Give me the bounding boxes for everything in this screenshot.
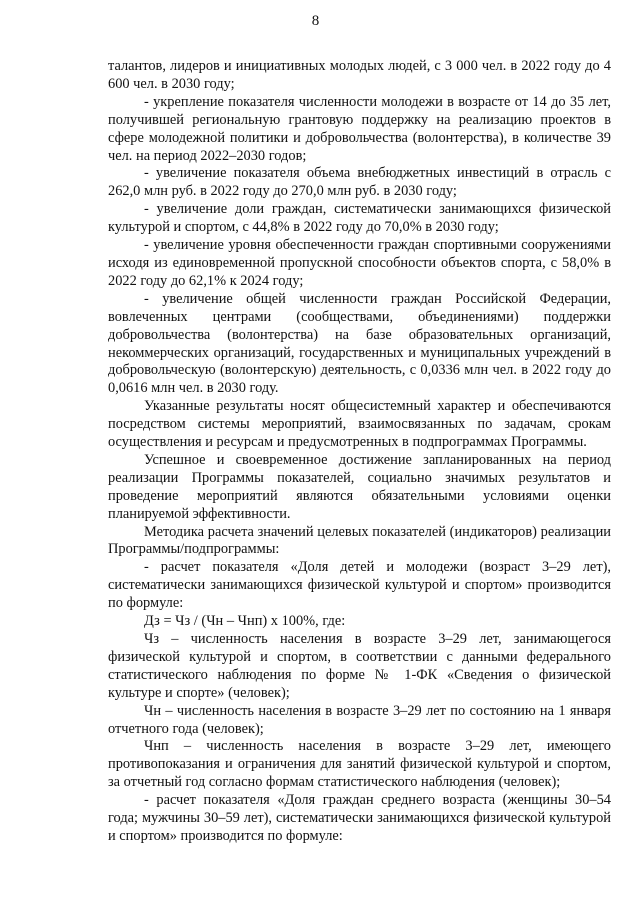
paragraph-grant-support: - укрепление показателя численности молодежи в возрасте от 14 до 35 лет, получившей региональную грантовую поддержку на реализацию проектов в сфере молодежной политики и добровольчества (волонтерства), в количестве 39 чел. на период 2022–2030 годов; [108,93,611,164]
paragraph-results-system: Указанные результаты носят общесистемный характер и обеспечиваются посредством системы мероприятий, взаимосвязанных по задачам, срокам осуществления и ресурсам и предусмотренных в подпрограммах Программы. [108,398,611,451]
paragraph-sport-share: - увеличение доли граждан, систематически занимающихся физической культурой и спортом, с 44,8% в 2022 году до 70,0% в 2030 году; [108,201,611,236]
definition-chnp: Чнп – численность населения в возрасте 3–29 лет, имеющего противопоказания и ограничения для занятий физической культурой и спортом, за отчетный год согласно формам статистического наблюдения (человек); [108,738,611,791]
paragraph-indicator-youth-sport: - расчет показателя «Доля детей и молодежи (возраст 3–29 лет), систематически занимающихся физической культурой и спортом» производится по формуле: [108,559,611,612]
definition-chz: Чз – численность населения в возрасте 3–29 лет, занимающегося физической культурой и спортом, в соответствии с данными федерального статистического наблюдения по форме № 1-ФК «Сведения о физической культуре и спорте» (человек); [108,631,611,701]
formula-dz: Дз = Чз / (Чн – Чнп) х 100%, где: [144,613,346,630]
definition-chn: Чн – численность населения в возрасте 3–29 лет по состоянию на 1 января отчетного года (человек); [108,702,611,737]
paragraph-talent-target: талантов, лидеров и инициативных молодых людей, с 3 000 чел. в 2022 году до 4 600 чел. в 2030 году; [108,58,611,92]
paragraph-volunteer-centers: - увеличение общей численности граждан Российской Федерации, вовлеченных центрами (сообществами, объединениями) поддержки добровольчества (волонтерства) на базе образовательных организаций, некоммерческих организаций, государственных и муниципальных учреждений в добровольческую (волонтерскую) деятельность, с 0,0336 млн чел. в 2022 году до 0,0616 млн чел. в 2030 году. [108,290,611,397]
paragraph-methodology-heading: Методика расчета значений целевых показателей (индикаторов) реализации Программы/подпрограммы: [108,523,611,558]
paragraph-success-conditions: Успешное и своевременное достижение запланированных на период реализации Программы показателей, социально значимых результатов и проведение мероприятий являются обязательными условиями оценки планируемой эффективности. [108,451,611,522]
document-body [108,58,611,846]
page-number: 8 [311,13,320,29]
paragraph-sport-facilities: - увеличение уровня обеспеченности граждан спортивными сооружениями исходя из единовременной пропускной способности объектов спорта, с 58,0% в 2022 году до 62,1% к 2024 году; [108,237,611,289]
paragraph-investments: - увеличение показателя объема внебюджетных инвестиций в отрасль с 262,0 млн руб. в 2022 году до 270,0 млн руб. в 2030 году; [108,165,611,200]
paragraph-indicator-middle-age: - расчет показателя «Доля граждан среднего возраста (женщины 30–54 года; мужчины 30–59 лет), систематически занимающихся физической культурой и спортом» производится по формуле: [108,792,611,844]
